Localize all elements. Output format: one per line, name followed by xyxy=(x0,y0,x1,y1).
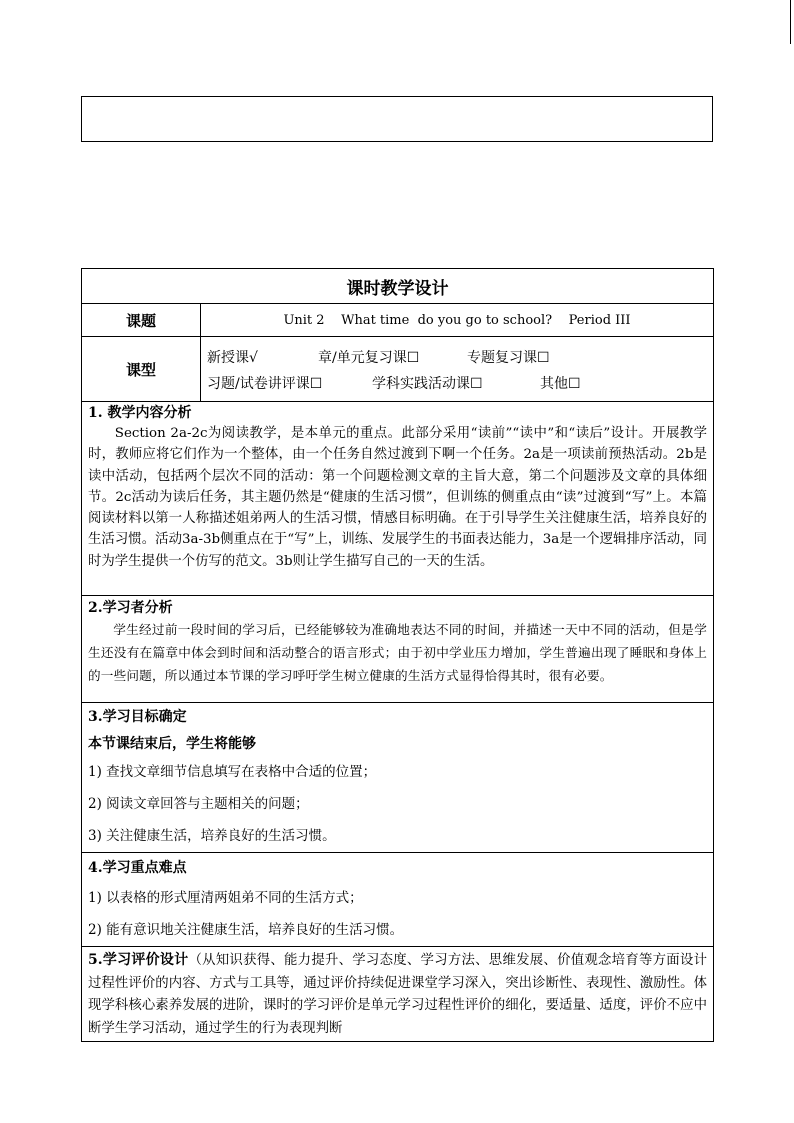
objective-item: 1) 查找文章细节信息填写在表格中合适的位置； xyxy=(88,764,377,780)
content-analysis-heading: 1. 教学内容分析 xyxy=(88,405,192,421)
section-evaluation xyxy=(82,947,714,1042)
key-points-heading: 4.学习重点难点 xyxy=(88,860,187,876)
content-analysis-text: Section 2a-2c为阅读教学，是本单元的重点。此部分采用“读前”“读中”和“读后”设计。开展教学时，教师应将它们作为一个整体，由一个任务自然过渡到下啊一个任务。2a是一项读前预热活动。2b是读中活动，包括两个层次不同的活动：第一个问题检测文章的主旨大意，第二个问题涉及文章的具体细节。2c活动为读后任务，其主题仍然是“健康的生活习惯”，但训练的侧重点由“读”过渡到“写”上。本篇阅读材料以第一人称描述姐弟两人的生活习惯，情感目标明确。在于引导学生关注健康生活，培养良好的生活习惯。活动3a-3b侧重点在于“写”上，训练、发展学生的书面表达能力，3a是一个逻辑排序活动，同时为学生提供一个仿写的范文。3b则让学生描写自己的一天的生活。 xyxy=(88,426,707,569)
table-title: 课时教学设计 xyxy=(82,269,714,304)
section-objectives xyxy=(82,703,714,853)
learner-analysis-heading: 2.学习者分析 xyxy=(88,600,173,616)
type-option-unit-review[interactable]: 章/单元复习课☐ xyxy=(318,350,420,366)
objectives-heading: 3.学习目标确定 xyxy=(88,709,187,725)
evaluation-heading: 5.学习评价设计 xyxy=(88,952,189,968)
topic-value: Unit 2 What time do you go to school? Period III xyxy=(201,304,714,337)
lesson-type-label: 课型 xyxy=(82,337,201,402)
lesson-type-options xyxy=(201,337,714,402)
objective-item: 3) 关注健康生活，培养良好的生活习惯。 xyxy=(88,828,336,844)
type-option-topic-review[interactable]: 专题复习课☐ xyxy=(467,350,550,366)
objective-item: 2) 阅读文章回答与主题相关的问题； xyxy=(88,796,309,812)
lesson-design-table xyxy=(81,268,714,1042)
evaluation-body: （从知识获得、能力提升、学习态度、学习方法、思维发展、价值观念培育等方面设计过程性评价的内容、方式与工具等，通过评价持续促进课堂学习深入，突出诊断性、表现性、激励性。体现学科核心素养发展的进阶，课时的学习评价是单元学习过程性评价的细化，要适量、适度，评价不应中断学生学习活动，通过学生的行为表现判断 xyxy=(88,953,707,1037)
key-point-item: 1) 以表格的形式厘清两姐弟不同的生活方式； xyxy=(88,890,363,906)
evaluation-text xyxy=(82,947,713,1041)
section-content-analysis xyxy=(82,402,714,596)
type-option-new[interactable]: 新授课√ xyxy=(207,350,258,366)
learner-analysis-text: 学生经过前一段时间的学习后，已经能够较为准确地表达不同的时间，并描述一天中不同的活动，但是学生还没有在篇章中体会到时间和活动整合的语言形式；由于初中学业压力增加，学生普遍出现了睡眠和身体上的一些问题，所以通过本节课的学习呼吁学生树立健康的生活方式显得恰得其时，很有必要。 xyxy=(88,622,707,683)
type-option-exercise-review[interactable]: 习题/试卷讲评课☐ xyxy=(207,376,323,392)
objectives-intro: 本节课结束后，学生将能够 xyxy=(88,736,256,752)
lesson-type-row-1 xyxy=(207,345,713,371)
section-learner-analysis xyxy=(82,596,714,703)
lesson-type-row-2 xyxy=(207,371,713,397)
section-key-points xyxy=(82,853,714,947)
type-option-other[interactable]: 其他☐ xyxy=(540,376,581,392)
page-edge-mark xyxy=(790,0,791,44)
key-point-item: 2) 能有意识地关注健康生活，培养良好的生活习惯。 xyxy=(88,922,404,938)
type-option-practice[interactable]: 学科实践活动课☐ xyxy=(372,376,483,392)
header-blank-box xyxy=(81,96,713,142)
topic-label: 课题 xyxy=(82,304,201,337)
